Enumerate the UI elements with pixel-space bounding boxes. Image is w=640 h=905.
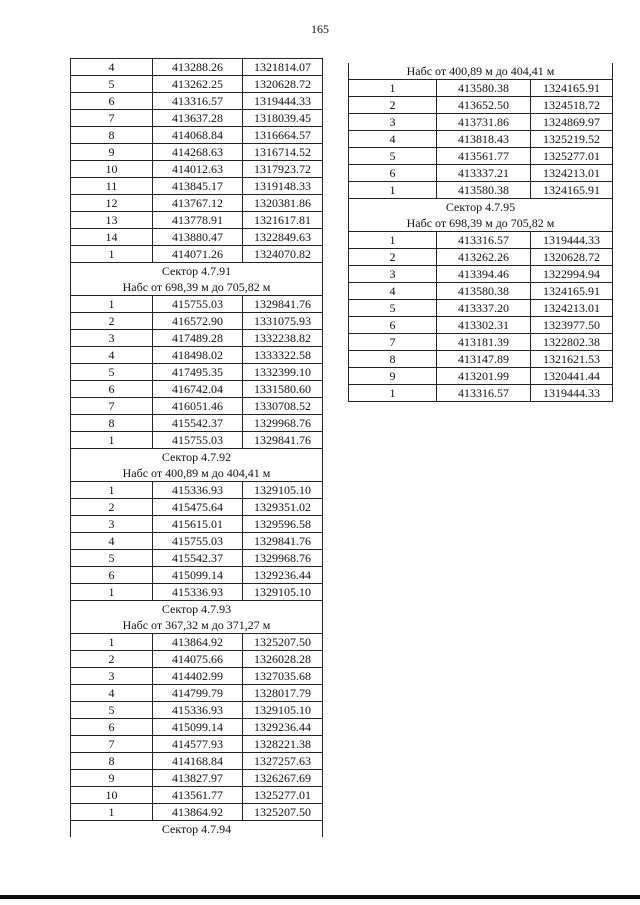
point-number: 11 xyxy=(71,178,153,195)
table-row xyxy=(71,787,323,804)
table-row xyxy=(349,266,613,283)
y-coordinate: 1326028.28 xyxy=(243,651,323,668)
x-coordinate: 414075.66 xyxy=(153,651,243,668)
table-row xyxy=(71,178,323,195)
y-coordinate: 1320628.72 xyxy=(531,249,613,266)
x-coordinate: 416742.04 xyxy=(153,381,243,398)
x-coordinate: 413778.91 xyxy=(153,212,243,229)
point-number: 2 xyxy=(71,313,153,330)
height-range-row xyxy=(349,63,613,80)
y-coordinate: 1318039.45 xyxy=(243,110,323,127)
point-number: 4 xyxy=(71,59,153,76)
table-row xyxy=(349,165,613,182)
x-coordinate: 413561.77 xyxy=(153,787,243,804)
height-range: Набс от 400,89 м до 404,41 м xyxy=(349,63,613,80)
point-number: 5 xyxy=(71,702,153,719)
y-coordinate: 1324213.01 xyxy=(531,165,613,182)
table-row xyxy=(71,296,323,313)
table-row xyxy=(71,76,323,93)
table-row xyxy=(71,685,323,702)
y-coordinate: 1329105.10 xyxy=(243,482,323,499)
point-number: 7 xyxy=(71,736,153,753)
x-coordinate: 413288.26 xyxy=(153,59,243,76)
height-range: Набс от 367,32 м до 371,27 м xyxy=(71,617,323,634)
table-row xyxy=(349,131,613,148)
point-number: 3 xyxy=(349,266,437,283)
x-coordinate: 414168.84 xyxy=(153,753,243,770)
y-coordinate: 1329968.76 xyxy=(243,415,323,432)
point-number: 5 xyxy=(71,364,153,381)
x-coordinate: 413262.26 xyxy=(437,249,531,266)
y-coordinate: 1316714.52 xyxy=(243,144,323,161)
y-coordinate: 1331580.60 xyxy=(243,381,323,398)
y-coordinate: 1333322.58 xyxy=(243,347,323,364)
height-range: Набс от 698,39 м до 705,82 м xyxy=(349,215,613,232)
table-row xyxy=(71,347,323,364)
point-number: 4 xyxy=(349,131,437,148)
sector-title-row xyxy=(71,601,323,618)
x-coordinate: 413316.57 xyxy=(153,93,243,110)
height-range-row xyxy=(71,279,323,296)
x-coordinate: 413637.28 xyxy=(153,110,243,127)
point-number: 10 xyxy=(71,161,153,178)
table-row xyxy=(71,110,323,127)
table-row xyxy=(71,736,323,753)
y-coordinate: 1328017.79 xyxy=(243,685,323,702)
y-coordinate: 1324070.82 xyxy=(243,246,323,263)
y-coordinate: 1320628.72 xyxy=(243,76,323,93)
sector-title: Сектор 4.7.94 xyxy=(71,821,323,838)
x-coordinate: 413652.50 xyxy=(437,97,531,114)
point-number: 12 xyxy=(71,195,153,212)
x-coordinate: 413561.77 xyxy=(437,148,531,165)
sector-title-row xyxy=(71,821,323,838)
y-coordinate: 1325207.50 xyxy=(243,804,323,821)
y-coordinate: 1329351.02 xyxy=(243,499,323,516)
table-row xyxy=(71,432,323,449)
x-coordinate: 414268.63 xyxy=(153,144,243,161)
x-coordinate: 413818.43 xyxy=(437,131,531,148)
table-row xyxy=(349,97,613,114)
y-coordinate: 1324165.91 xyxy=(531,283,613,300)
table-row xyxy=(71,584,323,601)
table-row xyxy=(71,212,323,229)
table-row xyxy=(349,80,613,97)
x-coordinate: 414402.99 xyxy=(153,668,243,685)
point-number: 1 xyxy=(71,482,153,499)
x-coordinate: 414799.79 xyxy=(153,685,243,702)
point-number: 2 xyxy=(349,97,437,114)
point-number: 2 xyxy=(71,499,153,516)
y-coordinate: 1319148.33 xyxy=(243,178,323,195)
table-row xyxy=(71,415,323,432)
y-coordinate: 1329105.10 xyxy=(243,584,323,601)
x-coordinate: 413337.21 xyxy=(437,165,531,182)
x-coordinate: 415099.14 xyxy=(153,567,243,584)
point-number: 7 xyxy=(71,110,153,127)
x-coordinate: 415336.93 xyxy=(153,584,243,601)
point-number: 8 xyxy=(71,753,153,770)
table-row xyxy=(71,499,323,516)
y-coordinate: 1325277.01 xyxy=(531,148,613,165)
y-coordinate: 1332238.82 xyxy=(243,330,323,347)
y-coordinate: 1317923.72 xyxy=(243,161,323,178)
table-row xyxy=(71,398,323,415)
y-coordinate: 1322994.94 xyxy=(531,266,613,283)
point-number: 1 xyxy=(71,584,153,601)
y-coordinate: 1329236.44 xyxy=(243,567,323,584)
point-number: 10 xyxy=(71,787,153,804)
sector-title-row xyxy=(349,199,613,216)
y-coordinate: 1325277.01 xyxy=(243,787,323,804)
table-row xyxy=(71,533,323,550)
point-number: 4 xyxy=(71,533,153,550)
x-coordinate: 413337.20 xyxy=(437,300,531,317)
point-number: 6 xyxy=(349,165,437,182)
point-number: 1 xyxy=(71,804,153,821)
table-row xyxy=(349,148,613,165)
y-coordinate: 1322802.38 xyxy=(531,334,613,351)
y-coordinate: 1331075.93 xyxy=(243,313,323,330)
height-range: Набс от 400,89 м до 404,41 м xyxy=(71,465,323,482)
x-coordinate: 413580.38 xyxy=(437,283,531,300)
table-row xyxy=(71,59,323,76)
table-row xyxy=(71,567,323,584)
y-coordinate: 1329841.76 xyxy=(243,296,323,313)
y-coordinate: 1321617.81 xyxy=(243,212,323,229)
x-coordinate: 413316.57 xyxy=(437,385,531,402)
x-coordinate: 413827.97 xyxy=(153,770,243,787)
x-coordinate: 416572.90 xyxy=(153,313,243,330)
x-coordinate: 415336.93 xyxy=(153,482,243,499)
table-row xyxy=(71,381,323,398)
sector-title: Сектор 4.7.92 xyxy=(71,449,323,466)
point-number: 13 xyxy=(71,212,153,229)
table-row xyxy=(71,550,323,567)
left-coordinates-table xyxy=(70,58,323,837)
x-coordinate: 413201.99 xyxy=(437,368,531,385)
x-coordinate: 417495.35 xyxy=(153,364,243,381)
point-number: 14 xyxy=(71,229,153,246)
x-coordinate: 415542.37 xyxy=(153,415,243,432)
y-coordinate: 1324869.97 xyxy=(531,114,613,131)
x-coordinate: 413302.31 xyxy=(437,317,531,334)
table-row xyxy=(349,300,613,317)
y-coordinate: 1321621.53 xyxy=(531,351,613,368)
x-coordinate: 413394.46 xyxy=(437,266,531,283)
point-number: 6 xyxy=(71,381,153,398)
x-coordinate: 414577.93 xyxy=(153,736,243,753)
y-coordinate: 1324165.91 xyxy=(531,182,613,199)
x-coordinate: 417489.28 xyxy=(153,330,243,347)
y-coordinate: 1324213.01 xyxy=(531,300,613,317)
table-row xyxy=(71,516,323,533)
table-row xyxy=(71,804,323,821)
point-number: 4 xyxy=(71,347,153,364)
x-coordinate: 413580.38 xyxy=(437,182,531,199)
x-coordinate: 413181.39 xyxy=(437,334,531,351)
x-coordinate: 415615.01 xyxy=(153,516,243,533)
point-number: 6 xyxy=(71,567,153,584)
sector-title: Сектор 4.7.91 xyxy=(71,263,323,280)
point-number: 1 xyxy=(71,296,153,313)
point-number: 6 xyxy=(349,317,437,334)
point-number: 7 xyxy=(349,334,437,351)
table-row xyxy=(71,330,323,347)
y-coordinate: 1320381.86 xyxy=(243,195,323,212)
table-row xyxy=(349,334,613,351)
x-coordinate: 413864.92 xyxy=(153,634,243,651)
point-number: 5 xyxy=(349,148,437,165)
point-number: 8 xyxy=(71,415,153,432)
x-coordinate: 413767.12 xyxy=(153,195,243,212)
table-row xyxy=(71,651,323,668)
point-number: 9 xyxy=(349,368,437,385)
point-number: 1 xyxy=(71,634,153,651)
table-row xyxy=(349,283,613,300)
y-coordinate: 1329968.76 xyxy=(243,550,323,567)
x-coordinate: 415755.03 xyxy=(153,432,243,449)
table-row xyxy=(71,719,323,736)
point-number: 8 xyxy=(349,351,437,368)
y-coordinate: 1329236.44 xyxy=(243,719,323,736)
table-row xyxy=(349,232,613,249)
table-row xyxy=(71,144,323,161)
x-coordinate: 414012.63 xyxy=(153,161,243,178)
point-number: 3 xyxy=(71,330,153,347)
y-coordinate: 1325219.52 xyxy=(531,131,613,148)
x-coordinate: 415755.03 xyxy=(153,296,243,313)
table-row xyxy=(71,161,323,178)
y-coordinate: 1320441.44 xyxy=(531,368,613,385)
point-number: 1 xyxy=(71,432,153,449)
right-coordinates-table xyxy=(348,63,613,402)
x-coordinate: 413580.38 xyxy=(437,80,531,97)
sector-title: Сектор 4.7.93 xyxy=(71,601,323,618)
x-coordinate: 415336.93 xyxy=(153,702,243,719)
table-row xyxy=(71,668,323,685)
y-coordinate: 1330708.52 xyxy=(243,398,323,415)
sector-title-row xyxy=(71,263,323,280)
point-number: 5 xyxy=(71,550,153,567)
table-row xyxy=(349,114,613,131)
table-row xyxy=(71,246,323,263)
point-number: 1 xyxy=(71,246,153,263)
x-coordinate: 415542.37 xyxy=(153,550,243,567)
point-number: 7 xyxy=(71,398,153,415)
point-number: 1 xyxy=(349,182,437,199)
y-coordinate: 1327035.68 xyxy=(243,668,323,685)
x-coordinate: 416051.46 xyxy=(153,398,243,415)
table-row xyxy=(349,351,613,368)
point-number: 9 xyxy=(71,770,153,787)
x-coordinate: 413262.25 xyxy=(153,76,243,93)
height-range-row xyxy=(71,617,323,634)
x-coordinate: 413864.92 xyxy=(153,804,243,821)
point-number: 5 xyxy=(349,300,437,317)
point-number: 2 xyxy=(349,249,437,266)
height-range-row xyxy=(349,215,613,232)
x-coordinate: 413880.47 xyxy=(153,229,243,246)
point-number: 6 xyxy=(71,93,153,110)
y-coordinate: 1321814.07 xyxy=(243,59,323,76)
point-number: 8 xyxy=(71,127,153,144)
table-row xyxy=(349,317,613,334)
table-row xyxy=(71,702,323,719)
x-coordinate: 413147.89 xyxy=(437,351,531,368)
x-coordinate: 415099.14 xyxy=(153,719,243,736)
y-coordinate: 1319444.33 xyxy=(531,232,613,249)
y-coordinate: 1327257.63 xyxy=(243,753,323,770)
table-row xyxy=(349,368,613,385)
x-coordinate: 413316.57 xyxy=(437,232,531,249)
point-number: 9 xyxy=(71,144,153,161)
point-number: 2 xyxy=(71,651,153,668)
table-row xyxy=(349,182,613,199)
y-coordinate: 1323977.50 xyxy=(531,317,613,334)
y-coordinate: 1319444.33 xyxy=(243,93,323,110)
y-coordinate: 1326267.69 xyxy=(243,770,323,787)
point-number: 4 xyxy=(349,283,437,300)
table-row xyxy=(71,93,323,110)
table-row xyxy=(71,127,323,144)
point-number: 1 xyxy=(349,385,437,402)
table-row xyxy=(349,385,613,402)
x-coordinate: 415475.64 xyxy=(153,499,243,516)
point-number: 1 xyxy=(349,80,437,97)
y-coordinate: 1319444.33 xyxy=(531,385,613,402)
table-row xyxy=(71,313,323,330)
y-coordinate: 1329596.58 xyxy=(243,516,323,533)
point-number: 3 xyxy=(71,516,153,533)
x-coordinate: 415755.03 xyxy=(153,533,243,550)
point-number: 4 xyxy=(71,685,153,702)
y-coordinate: 1324518.72 xyxy=(531,97,613,114)
x-coordinate: 418498.02 xyxy=(153,347,243,364)
x-coordinate: 413845.17 xyxy=(153,178,243,195)
y-coordinate: 1316664.57 xyxy=(243,127,323,144)
table-row xyxy=(71,195,323,212)
sector-title-row xyxy=(71,449,323,466)
y-coordinate: 1328221.38 xyxy=(243,736,323,753)
table-row xyxy=(71,482,323,499)
x-coordinate: 414071.26 xyxy=(153,246,243,263)
y-coordinate: 1322849.63 xyxy=(243,229,323,246)
y-coordinate: 1329841.76 xyxy=(243,432,323,449)
page-bottom-border xyxy=(0,895,640,899)
y-coordinate: 1332399.10 xyxy=(243,364,323,381)
height-range: Набс от 698,39 м до 705,82 м xyxy=(71,279,323,296)
y-coordinate: 1324165.91 xyxy=(531,80,613,97)
table-row xyxy=(349,249,613,266)
table-row xyxy=(71,364,323,381)
page-number: 165 xyxy=(311,22,329,36)
y-coordinate: 1329105.10 xyxy=(243,702,323,719)
point-number: 5 xyxy=(71,76,153,93)
sector-title: Сектор 4.7.95 xyxy=(349,199,613,216)
x-coordinate: 413731.86 xyxy=(437,114,531,131)
y-coordinate: 1325207.50 xyxy=(243,634,323,651)
point-number: 3 xyxy=(349,114,437,131)
y-coordinate: 1329841.76 xyxy=(243,533,323,550)
point-number: 1 xyxy=(349,232,437,249)
x-coordinate: 414068.84 xyxy=(153,127,243,144)
point-number: 6 xyxy=(71,719,153,736)
height-range-row xyxy=(71,465,323,482)
table-row xyxy=(71,634,323,651)
table-row xyxy=(71,753,323,770)
table-row xyxy=(71,229,323,246)
point-number: 3 xyxy=(71,668,153,685)
table-row xyxy=(71,770,323,787)
